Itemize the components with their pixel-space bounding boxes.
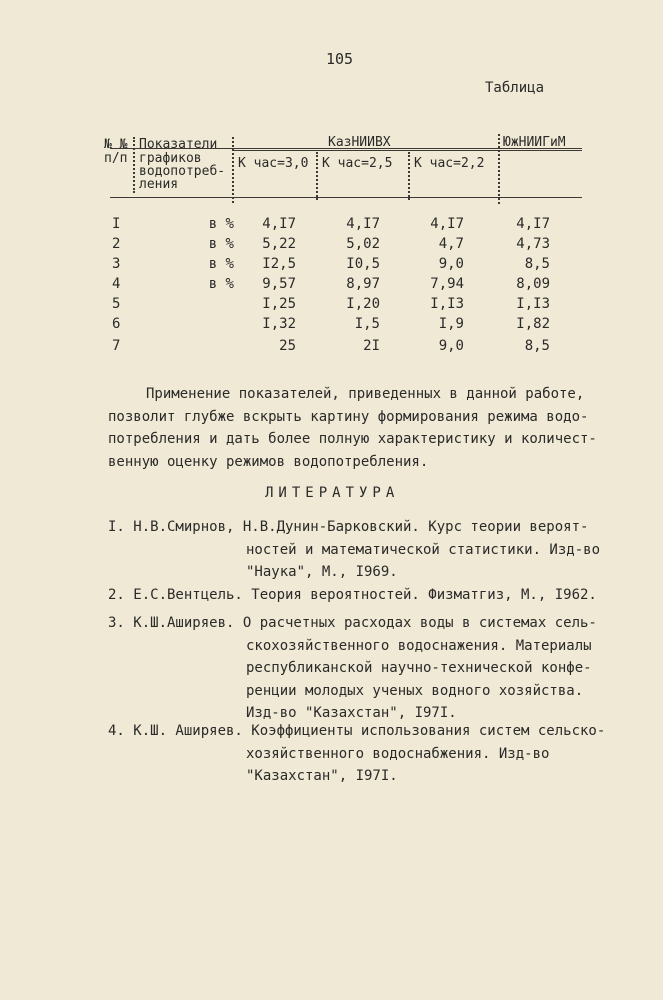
- row-number: 7: [112, 338, 121, 354]
- table-header-bottom-rule: [110, 197, 582, 198]
- table-row: [0, 236, 663, 256]
- column-divider: [133, 137, 135, 193]
- column-divider: [498, 134, 500, 204]
- value-yuzhniigim: 8,09: [516, 276, 550, 292]
- header-group-kazniivh: КазНИИВХ: [328, 135, 391, 150]
- value-yuzhniigim: I,I3: [516, 296, 550, 312]
- table-subheader-rule: [234, 150, 582, 151]
- reference-item: [108, 720, 605, 788]
- value-k25: 5,02: [346, 236, 380, 252]
- header-group-yuzhniigim: ЮжНИИГиМ: [503, 135, 566, 150]
- paragraph-line: позволит глубже вскрыть картину формирования режима водо-: [108, 408, 589, 425]
- reference-line: скохозяйственного водоснажения. Материалы: [246, 637, 592, 654]
- table-row: [0, 276, 663, 296]
- row-unit: в %: [208, 236, 234, 252]
- header-num-line1: № №: [104, 137, 128, 152]
- column-divider: [408, 152, 410, 200]
- reference-item: [108, 584, 597, 607]
- value-yuzhniigim: 4,I7: [516, 216, 550, 232]
- row-number: 5: [112, 296, 121, 312]
- reference-line: ренции молодых ученых водного хозяйства.: [246, 682, 584, 699]
- table-row: [0, 338, 663, 358]
- paragraph-line: потребления и дать более полную характеристику и количест-: [108, 431, 597, 447]
- reference-line: 4. К.Ш. Аширяев. Коэффициенты использования систем сельско-: [108, 723, 606, 739]
- table-row: [0, 256, 663, 276]
- page-number: 105: [326, 50, 354, 68]
- literature-heading: ЛИТЕРАТУРА: [265, 485, 400, 501]
- row-number: 6: [112, 316, 121, 332]
- value-k22: 9,0: [438, 256, 464, 272]
- value-k22: I,9: [438, 316, 464, 332]
- row-unit: в %: [208, 276, 234, 292]
- row-number: 3: [112, 256, 121, 272]
- row-unit: в %: [208, 256, 234, 272]
- column-divider: [316, 152, 318, 200]
- row-number: 4: [112, 276, 121, 292]
- value-k25: I,5: [354, 316, 380, 332]
- value-k25: 8,97: [346, 276, 380, 292]
- table-caption: Таблица: [485, 80, 545, 96]
- table-row: [0, 296, 663, 316]
- header-k25: К час=2,5: [322, 156, 393, 171]
- value-k22: 7,94: [430, 276, 464, 292]
- value-k22: 4,7: [438, 236, 464, 252]
- value-k30: 5,22: [262, 236, 296, 252]
- value-yuzhniigim: 8,5: [524, 256, 550, 272]
- reference-line: "Наука", М., I969.: [246, 564, 398, 580]
- paragraph-line: Применение показателей, приведенных в данной работе,: [146, 386, 585, 402]
- reference-line: хозяйственного водоснабжения. Изд-во: [246, 745, 550, 762]
- row-unit: в %: [208, 216, 234, 232]
- value-yuzhniigim: 8,5: [524, 338, 550, 354]
- reference-line: ностей и математической статистики. Изд-во: [246, 541, 601, 558]
- table-row: [0, 316, 663, 336]
- value-k30: 9,57: [262, 276, 296, 292]
- header-k22: К час=2,2: [414, 156, 485, 171]
- header-indicator-line1: Показатели: [139, 137, 218, 152]
- header-indicator-line4: ления: [139, 177, 179, 192]
- value-yuzhniigim: 4,73: [516, 236, 550, 252]
- value-k30: 25: [279, 338, 296, 354]
- header-k30: К час=3,0: [238, 156, 309, 171]
- value-yuzhniigim: I,82: [516, 316, 550, 332]
- value-k30: I,32: [262, 316, 296, 332]
- value-k22: I,I3: [430, 296, 464, 312]
- reference-line: 2. Е.С.Вентцель. Теория вероятностей. Физматгиз, М., I962.: [108, 587, 597, 603]
- value-k25: 2I: [363, 338, 380, 354]
- column-divider: [232, 137, 234, 203]
- value-k30: I,25: [262, 296, 296, 312]
- reference-item: [108, 516, 600, 584]
- reference-item: [108, 612, 597, 725]
- row-number: 2: [112, 236, 121, 252]
- value-k30: 4,I7: [262, 216, 296, 232]
- value-k25: I,20: [346, 296, 380, 312]
- value-k22: 9,0: [438, 338, 464, 354]
- value-k30: I2,5: [262, 256, 296, 272]
- reference-line: "Казахстан", I97I.: [246, 768, 398, 784]
- header-num-line2: п/п: [104, 151, 128, 166]
- paragraph-line: венную оценку режимов водопотребления.: [108, 453, 429, 470]
- table-row: [0, 216, 663, 236]
- reference-line: I. Н.В.Смирнов, Н.В.Дунин-Барковский. Курс теории вероят-: [108, 519, 589, 535]
- value-k25: I0,5: [346, 256, 380, 272]
- header-indicator-line3: водопотреб-: [139, 164, 226, 179]
- reference-line: 3. К.Ш.Аширяев. О расчетных расходах воды в системах сель-: [108, 615, 597, 631]
- row-number: I: [112, 216, 121, 232]
- reference-line: республиканской научно-технической конфе-: [246, 660, 592, 676]
- body-paragraph: [108, 383, 608, 473]
- value-k22: 4,I7: [430, 216, 464, 232]
- reference-line: Изд-во "Казахстан", I97I.: [246, 705, 457, 721]
- header-indicator-line2: графиков: [139, 151, 202, 166]
- value-k25: 4,I7: [346, 216, 380, 232]
